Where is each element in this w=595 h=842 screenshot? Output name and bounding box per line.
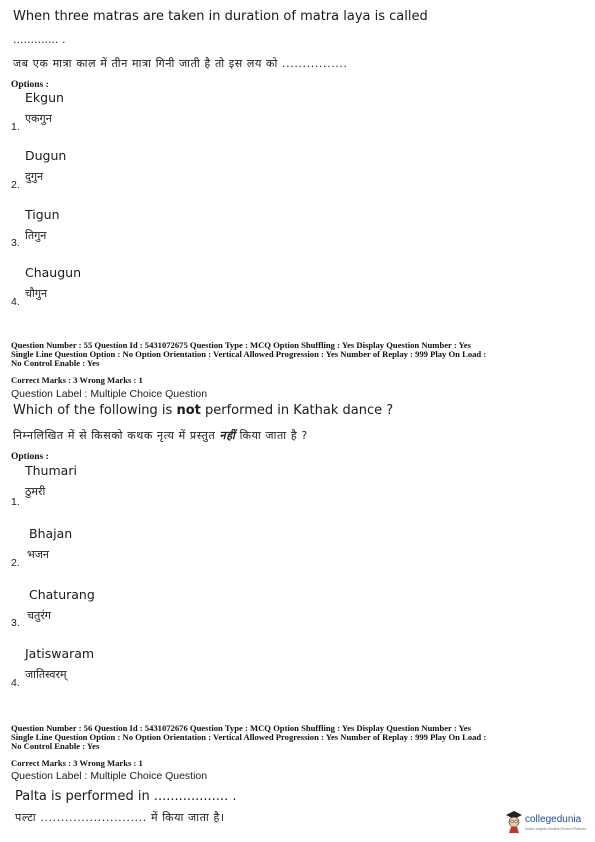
q55-question-english-end: performed in Kathak dance ? [205, 403, 394, 418]
q54-option-4-number: 4. [11, 296, 20, 308]
q55-meta-line-2: Single Line Question Option : No Option Orientation : Vertical Allowed Progression : Yes Number of Replay : 999 Play On Load : [11, 349, 487, 359]
q55-question-english-start: Which of the following is [13, 403, 173, 418]
logo-wordmark: collegedunia [525, 814, 582, 825]
q54-option-4-hindi: चौगुन [25, 287, 48, 300]
logo-tagline: India's largest Student Review Platform [525, 827, 586, 831]
q55-question-hindi [13, 428, 308, 443]
q54-option-1-hindi: एकगुन [25, 112, 52, 125]
q55-option-4-english: Jatiswaram [25, 646, 95, 661]
q56-question-label: Question Label : Multiple Choice Question [11, 770, 208, 782]
q54-option-2-english: Dugun [25, 148, 67, 163]
q55-option-2-hindi: भजन [27, 548, 49, 561]
q54-option-1-number: 1. [11, 121, 20, 133]
q56-meta-line-1: Question Number : 56 Question Id : 5431072676 Question Type : MCQ Option Shuffling : Yes Display Question Number : Yes [11, 723, 471, 733]
q55-meta-line-3: No Control Enable : Yes [11, 358, 100, 368]
q54-options-heading: Options : [11, 80, 49, 90]
q56-meta-line-3: No Control Enable : Yes [11, 741, 100, 751]
q54-option-4-english: Chaugun [25, 265, 82, 280]
q56-question-english: Palta is performed in .................. . [15, 789, 237, 804]
graduate-mascot-icon [505, 810, 523, 834]
q55-option-2-number: 2. [11, 557, 20, 569]
q55-question-english [13, 403, 393, 418]
q55-option-1-hindi: ठुमरी [25, 485, 46, 498]
q56-meta-line-2: Single Line Question Option : No Option Orientation : Vertical Allowed Progression : Yes Number of Replay : 999 Play On Load : [11, 732, 487, 742]
q55-question-english-emphasis: not [176, 403, 201, 418]
q56-marks: Correct Marks : 3 Wrong Marks : 1 [11, 758, 143, 768]
q55-option-1-number: 1. [11, 496, 20, 508]
q55-option-4-hindi: जातिस्वरम् [25, 668, 67, 681]
q54-option-3-hindi: तिगुन [25, 229, 47, 242]
q55-option-2-english: Bhajan [29, 526, 73, 541]
q55-question-hindi-start: निम्नलिखित में से किसको कथक नृत्य में प्रस्तुत [13, 429, 216, 442]
q55-marks: Correct Marks : 3 Wrong Marks : 1 [11, 375, 143, 385]
q54-question-english: When three matras are taken in duration of matra laya is called [13, 9, 428, 24]
q55-option-3-english: Chaturang [29, 587, 95, 602]
q55-option-3-hindi: चतुरंग [27, 609, 51, 622]
q54-option-3-english: Tigun [25, 207, 60, 222]
q56-question-hindi: पल्टा .......................... में किया जाता है। [15, 811, 225, 824]
q54-option-3-number: 3. [11, 237, 20, 249]
q54-option-2-number: 2. [11, 179, 20, 191]
q55-option-3-number: 3. [11, 617, 20, 629]
q55-option-1-english: Thumari [25, 463, 77, 478]
collegedunia-logo [505, 808, 593, 838]
q54-option-1-english: Ekgun [25, 90, 64, 105]
q54-question-hindi: जब एक मात्रा काल में तीन मात्रा गिनी जाती है तो इस लय को ................ [13, 57, 348, 70]
q55-question-hindi-emphasis: नहीं [219, 429, 236, 442]
q54-option-2-hindi: दुगुन [25, 170, 44, 183]
q55-options-heading: Options : [11, 452, 49, 462]
q55-question-hindi-end: किया जाता है ? [239, 429, 308, 442]
q55-meta-line-1: Question Number : 55 Question Id : 5431072675 Question Type : MCQ Option Shuffling : Yes Display Question Number : Yes [11, 340, 471, 350]
q54-question-blank: ............. . [13, 33, 66, 46]
q55-option-4-number: 4. [11, 677, 20, 689]
q55-question-label: Question Label : Multiple Choice Question [11, 388, 208, 400]
